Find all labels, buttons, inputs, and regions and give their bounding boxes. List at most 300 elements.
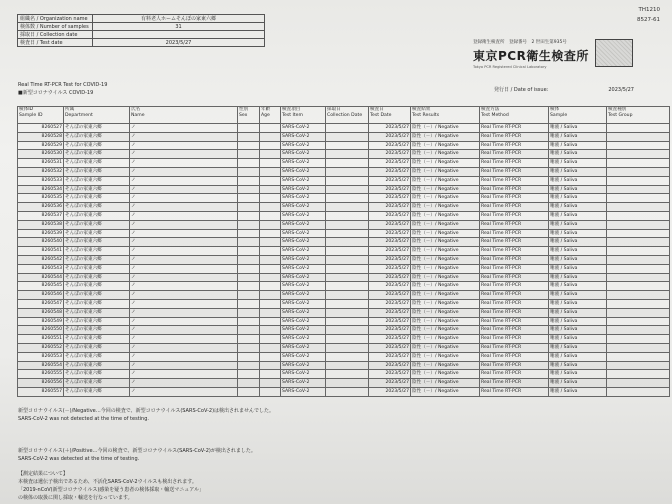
header-age: 年齢 Age <box>260 107 281 124</box>
cell-test-method: Real Time RT-PCR <box>480 308 549 317</box>
cell-department: そんぽの家東六郷 <box>64 124 130 133</box>
cell-department: そんぽの家東六郷 <box>64 159 130 168</box>
results-table <box>17 106 670 397</box>
cell-department: そんぽの家東六郷 <box>64 326 130 335</box>
cell-test-date: 2023/5/27 <box>369 167 411 176</box>
cell-sample-id: 8260544 <box>18 273 64 282</box>
cell-sex <box>238 211 260 220</box>
cell-sex <box>238 167 260 176</box>
cell-sample-id: 8260531 <box>18 159 64 168</box>
cell-age <box>260 141 281 150</box>
cell-collection-date <box>326 299 369 308</box>
cell-test-date: 2023/5/27 <box>369 203 411 212</box>
cell-test-method: Real Time RT-PCR <box>480 335 549 344</box>
cell-sample-id: 8260537 <box>18 211 64 220</box>
cell-test-date: 2023/5/27 <box>369 379 411 388</box>
cell-test-group <box>607 167 670 176</box>
cell-sample: 唾液 / Saliva <box>549 370 607 379</box>
cell-test-group <box>607 291 670 300</box>
cell-sex <box>238 361 260 370</box>
header-collection-date: 採取日 Collection Date <box>326 107 369 124</box>
cell-test-group <box>607 308 670 317</box>
cell-sample: 唾液 / Saliva <box>549 379 607 388</box>
value-samples: 31 <box>93 23 265 31</box>
cell-name: ノ <box>130 255 238 264</box>
cell-collection-date <box>326 387 369 396</box>
cell-sex <box>238 141 260 150</box>
cell-sample: 唾液 / Saliva <box>549 335 607 344</box>
doc-code: TH1210 <box>638 7 660 13</box>
cell-test-item: SARS-CoV-2 <box>281 255 326 264</box>
cell-collection-date <box>326 370 369 379</box>
cell-test-date: 2023/5/27 <box>369 299 411 308</box>
cell-name: ノ <box>130 203 238 212</box>
cell-sample-id: 8260534 <box>18 185 64 194</box>
cell-sample: 唾液 / Saliva <box>549 211 607 220</box>
note-positive-jp: 新型コロナウイルス(＋)/Positive…今回の検査で、新型コロナウイルス(SARS-CoV-2)が検出されました。 <box>18 448 256 454</box>
table-row <box>18 326 670 335</box>
cell-age <box>260 335 281 344</box>
cell-sex <box>238 238 260 247</box>
test-title-en: Real Time RT-PCR Test for COVID-19 <box>18 82 108 88</box>
table-row <box>18 255 670 264</box>
table-row <box>18 238 670 247</box>
cell-sex <box>238 220 260 229</box>
cell-test-group <box>607 255 670 264</box>
cell-test-result: 陰性（－）/ Negative <box>411 220 480 229</box>
cell-age <box>260 317 281 326</box>
cell-sex <box>238 150 260 159</box>
cell-test-group <box>607 185 670 194</box>
cell-test-method: Real Time RT-PCR <box>480 150 549 159</box>
cell-sample-id: 8260541 <box>18 247 64 256</box>
cell-collection-date <box>326 167 369 176</box>
table-row <box>18 176 670 185</box>
cell-test-result: 陰性（－）/ Negative <box>411 299 480 308</box>
cell-test-date: 2023/5/27 <box>369 291 411 300</box>
cell-sample-id: 8260540 <box>18 238 64 247</box>
note-method-heading: 【測定結果について】 <box>18 471 68 477</box>
cell-department: そんぽの家東六郷 <box>64 282 130 291</box>
cell-test-item: SARS-CoV-2 <box>281 326 326 335</box>
table-row <box>18 317 670 326</box>
cell-sample: 唾液 / Saliva <box>549 255 607 264</box>
cell-test-group <box>607 141 670 150</box>
cell-test-item: SARS-CoV-2 <box>281 211 326 220</box>
cell-sample: 唾液 / Saliva <box>549 299 607 308</box>
lab-subtitle: Tokyo PCR Registered Clinical Laboratory <box>473 65 547 69</box>
cell-department: そんぽの家東六郷 <box>64 167 130 176</box>
cell-age <box>260 132 281 141</box>
cell-test-result: 陰性（－）/ Negative <box>411 238 480 247</box>
cell-test-result: 陰性（－）/ Negative <box>411 132 480 141</box>
cell-sample-id: 8260528 <box>18 132 64 141</box>
cell-test-item: SARS-CoV-2 <box>281 387 326 396</box>
cell-name: ノ <box>130 220 238 229</box>
cell-age <box>260 273 281 282</box>
cell-age <box>260 282 281 291</box>
value-organization: 有料老人ホームそんぽの家東六郷 <box>93 15 265 23</box>
cell-sex <box>238 124 260 133</box>
cell-collection-date <box>326 211 369 220</box>
cell-test-method: Real Time RT-PCR <box>480 211 549 220</box>
cell-test-group <box>607 220 670 229</box>
cell-test-date: 2023/5/27 <box>369 370 411 379</box>
table-row <box>18 361 670 370</box>
table-row <box>18 167 670 176</box>
cell-age <box>260 124 281 133</box>
cell-test-method: Real Time RT-PCR <box>480 124 549 133</box>
cell-sex <box>238 379 260 388</box>
table-row <box>18 141 670 150</box>
cell-collection-date <box>326 343 369 352</box>
cell-name: ノ <box>130 352 238 361</box>
cell-test-group <box>607 370 670 379</box>
cell-sex <box>238 370 260 379</box>
cell-sample: 唾液 / Saliva <box>549 343 607 352</box>
cell-test-date: 2023/5/27 <box>369 282 411 291</box>
cell-department: そんぽの家東六郷 <box>64 308 130 317</box>
cell-test-result: 陰性（－）/ Negative <box>411 211 480 220</box>
cell-department: そんぽの家東六郷 <box>64 203 130 212</box>
value-collection-date <box>93 31 265 39</box>
cell-test-item: SARS-CoV-2 <box>281 176 326 185</box>
cell-test-result: 陰性（－）/ Negative <box>411 273 480 282</box>
cell-sex <box>238 229 260 238</box>
cell-test-date: 2023/5/27 <box>369 255 411 264</box>
cell-test-item: SARS-CoV-2 <box>281 194 326 203</box>
header-sex: 性別 Sex <box>238 107 260 124</box>
cell-sample-id: 8260538 <box>18 220 64 229</box>
cell-test-result: 陰性（－）/ Negative <box>411 343 480 352</box>
cell-sample-id: 8260527 <box>18 124 64 133</box>
cell-test-result: 陰性（－）/ Negative <box>411 370 480 379</box>
cell-test-result: 陰性（－）/ Negative <box>411 229 480 238</box>
cell-test-method: Real Time RT-PCR <box>480 229 549 238</box>
cell-test-item: SARS-CoV-2 <box>281 291 326 300</box>
table-row <box>18 203 670 212</box>
cell-test-group <box>607 379 670 388</box>
label-test-date: 検査日 / Test date <box>18 39 93 47</box>
cell-sample: 唾液 / Saliva <box>549 247 607 256</box>
cell-test-date: 2023/5/27 <box>369 194 411 203</box>
cell-test-date: 2023/5/27 <box>369 352 411 361</box>
results-header-row <box>18 107 670 124</box>
cell-age <box>260 361 281 370</box>
cell-test-date: 2023/5/27 <box>369 141 411 150</box>
cell-test-item: SARS-CoV-2 <box>281 124 326 133</box>
cell-test-result: 陰性（－）/ Negative <box>411 317 480 326</box>
cell-collection-date <box>326 229 369 238</box>
cell-test-group <box>607 282 670 291</box>
cell-age <box>260 211 281 220</box>
cell-test-method: Real Time RT-PCR <box>480 343 549 352</box>
cell-test-group <box>607 229 670 238</box>
cell-name: ノ <box>130 141 238 150</box>
header-test-date: 検査日 Test Date <box>369 107 411 124</box>
cell-age <box>260 352 281 361</box>
header-name: 氏名 Name <box>130 107 238 124</box>
cell-test-group <box>607 335 670 344</box>
cell-sex <box>238 185 260 194</box>
cell-sample-id: 8260548 <box>18 308 64 317</box>
cell-test-item: SARS-CoV-2 <box>281 282 326 291</box>
table-row <box>18 229 670 238</box>
cell-test-item: SARS-CoV-2 <box>281 370 326 379</box>
cell-collection-date <box>326 176 369 185</box>
cell-test-item: SARS-CoV-2 <box>281 352 326 361</box>
cell-age <box>260 264 281 273</box>
cell-age <box>260 238 281 247</box>
cell-sex <box>238 335 260 344</box>
cell-test-date: 2023/5/27 <box>369 220 411 229</box>
cell-collection-date <box>326 150 369 159</box>
cell-test-item: SARS-CoV-2 <box>281 185 326 194</box>
cell-sex <box>238 326 260 335</box>
cell-age <box>260 387 281 396</box>
value-test-date: 2023/5/27 <box>93 39 265 47</box>
cell-sample-id: 8260553 <box>18 352 64 361</box>
header-department: 所属 Department <box>64 107 130 124</box>
cell-sample: 唾液 / Saliva <box>549 185 607 194</box>
header-test-group: 検査種別 Test Group <box>607 107 670 124</box>
cell-department: そんぽの家東六郷 <box>64 317 130 326</box>
cell-collection-date <box>326 352 369 361</box>
cell-sex <box>238 132 260 141</box>
cell-name: ノ <box>130 343 238 352</box>
cell-test-method: Real Time RT-PCR <box>480 299 549 308</box>
cell-test-group <box>607 387 670 396</box>
cell-test-method: Real Time RT-PCR <box>480 194 549 203</box>
cell-test-group <box>607 247 670 256</box>
cell-department: そんぽの家東六郷 <box>64 229 130 238</box>
cell-sample-id: 8260549 <box>18 317 64 326</box>
cell-department: そんぽの家東六郷 <box>64 299 130 308</box>
cell-test-date: 2023/5/27 <box>369 317 411 326</box>
lab-seal-stamp <box>595 39 633 67</box>
cell-name: ノ <box>130 238 238 247</box>
cell-test-result: 陰性（－）/ Negative <box>411 159 480 168</box>
cell-sex <box>238 273 260 282</box>
cell-test-date: 2023/5/27 <box>369 238 411 247</box>
cell-test-date: 2023/5/27 <box>369 247 411 256</box>
cell-age <box>260 299 281 308</box>
cell-test-group <box>607 211 670 220</box>
cell-sample: 唾液 / Saliva <box>549 150 607 159</box>
cell-test-group <box>607 326 670 335</box>
cell-sample-id: 8260543 <box>18 264 64 273</box>
cell-test-date: 2023/5/27 <box>369 185 411 194</box>
cell-test-method: Real Time RT-PCR <box>480 291 549 300</box>
cell-age <box>260 176 281 185</box>
cell-name: ノ <box>130 264 238 273</box>
cell-sample: 唾液 / Saliva <box>549 387 607 396</box>
cell-sample-id: 8260556 <box>18 379 64 388</box>
label-collection-date: 採取日 / Collection date <box>18 31 93 39</box>
cell-test-method: Real Time RT-PCR <box>480 282 549 291</box>
cell-department: そんぽの家東六郷 <box>64 247 130 256</box>
cell-department: そんぽの家東六郷 <box>64 291 130 300</box>
cell-test-item: SARS-CoV-2 <box>281 379 326 388</box>
cell-sample-id: 8260533 <box>18 176 64 185</box>
cell-test-result: 陰性（－）/ Negative <box>411 247 480 256</box>
table-row <box>18 211 670 220</box>
cell-age <box>260 247 281 256</box>
cell-sample-id: 8260536 <box>18 203 64 212</box>
cell-name: ノ <box>130 159 238 168</box>
cell-test-result: 陰性（－）/ Negative <box>411 264 480 273</box>
cell-sample: 唾液 / Saliva <box>549 141 607 150</box>
cell-test-result: 陰性（－）/ Negative <box>411 352 480 361</box>
cell-age <box>260 220 281 229</box>
cell-collection-date <box>326 124 369 133</box>
cell-name: ノ <box>130 291 238 300</box>
cell-test-group <box>607 132 670 141</box>
cell-test-group <box>607 317 670 326</box>
cell-test-group <box>607 264 670 273</box>
cell-test-method: Real Time RT-PCR <box>480 387 549 396</box>
cell-sample: 唾液 / Saliva <box>549 229 607 238</box>
cell-department: そんぽの家東六郷 <box>64 141 130 150</box>
cell-sample-id: 8260555 <box>18 370 64 379</box>
cell-test-group <box>607 203 670 212</box>
table-row <box>18 291 670 300</box>
cell-department: そんぽの家東六郷 <box>64 176 130 185</box>
cell-age <box>260 255 281 264</box>
header-test-item: 検査項目 Test Item <box>281 107 326 124</box>
cell-test-method: Real Time RT-PCR <box>480 203 549 212</box>
cell-test-result: 陰性（－）/ Negative <box>411 141 480 150</box>
cell-age <box>260 291 281 300</box>
cell-department: そんぽの家東六郷 <box>64 379 130 388</box>
cell-collection-date <box>326 273 369 282</box>
cell-test-method: Real Time RT-PCR <box>480 132 549 141</box>
cell-collection-date <box>326 335 369 344</box>
cell-department: そんぽの家東六郷 <box>64 220 130 229</box>
cell-department: そんぽの家東六郷 <box>64 361 130 370</box>
cell-test-method: Real Time RT-PCR <box>480 159 549 168</box>
cell-test-method: Real Time RT-PCR <box>480 264 549 273</box>
cell-department: そんぽの家東六郷 <box>64 132 130 141</box>
cell-name: ノ <box>130 150 238 159</box>
table-row <box>18 132 670 141</box>
cell-test-group <box>607 176 670 185</box>
table-row <box>18 335 670 344</box>
cell-sample: 唾液 / Saliva <box>549 264 607 273</box>
header-sample: 検体 Sample <box>549 107 607 124</box>
note-method-line2: 「2019-nCoV(新型コロナウイルス)感染を疑う患者の検体採取・輸送マニュアル」 <box>18 487 205 493</box>
table-row <box>18 282 670 291</box>
cell-test-method: Real Time RT-PCR <box>480 247 549 256</box>
results-body <box>18 124 670 397</box>
cell-name: ノ <box>130 308 238 317</box>
doc-code-2: 8527-61 <box>637 17 660 23</box>
cell-sex <box>238 159 260 168</box>
cell-department: そんぽの家東六郷 <box>64 194 130 203</box>
cell-sample: 唾液 / Saliva <box>549 220 607 229</box>
cell-test-item: SARS-CoV-2 <box>281 273 326 282</box>
issue-date-value: 2023/5/27 <box>608 87 634 93</box>
cell-collection-date <box>326 220 369 229</box>
cell-sex <box>238 194 260 203</box>
cell-test-method: Real Time RT-PCR <box>480 361 549 370</box>
table-row <box>18 387 670 396</box>
cell-test-date: 2023/5/27 <box>369 343 411 352</box>
cell-test-date: 2023/5/27 <box>369 273 411 282</box>
cell-collection-date <box>326 194 369 203</box>
cell-test-method: Real Time RT-PCR <box>480 370 549 379</box>
cell-sample-id: 8260547 <box>18 299 64 308</box>
cell-collection-date <box>326 238 369 247</box>
cell-sex <box>238 255 260 264</box>
cell-test-item: SARS-CoV-2 <box>281 229 326 238</box>
cell-test-group <box>607 238 670 247</box>
cell-name: ノ <box>130 273 238 282</box>
cell-test-result: 陰性（－）/ Negative <box>411 194 480 203</box>
cell-test-group <box>607 159 670 168</box>
cell-department: そんぽの家東六郷 <box>64 370 130 379</box>
cell-test-date: 2023/5/27 <box>369 229 411 238</box>
cell-test-item: SARS-CoV-2 <box>281 220 326 229</box>
cell-department: そんぽの家東六郷 <box>64 343 130 352</box>
cell-age <box>260 185 281 194</box>
cell-age <box>260 343 281 352</box>
cell-test-date: 2023/5/27 <box>369 132 411 141</box>
cell-sex <box>238 387 260 396</box>
cell-test-item: SARS-CoV-2 <box>281 238 326 247</box>
cell-sex <box>238 343 260 352</box>
cell-sample: 唾液 / Saliva <box>549 273 607 282</box>
cell-name: ノ <box>130 317 238 326</box>
cell-test-method: Real Time RT-PCR <box>480 176 549 185</box>
cell-name: ノ <box>130 387 238 396</box>
cell-test-method: Real Time RT-PCR <box>480 255 549 264</box>
cell-sample-id: 8260552 <box>18 343 64 352</box>
cell-test-date: 2023/5/27 <box>369 387 411 396</box>
cell-test-date: 2023/5/27 <box>369 264 411 273</box>
cell-test-date: 2023/5/27 <box>369 211 411 220</box>
cell-collection-date <box>326 317 369 326</box>
cell-sex <box>238 247 260 256</box>
cell-test-date: 2023/5/27 <box>369 159 411 168</box>
cell-test-group <box>607 150 670 159</box>
cell-age <box>260 326 281 335</box>
cell-test-result: 陰性（－）/ Negative <box>411 361 480 370</box>
cell-age <box>260 229 281 238</box>
header-test-method: 検査方法 Test Method <box>480 107 549 124</box>
cell-test-group <box>607 343 670 352</box>
cell-test-result: 陰性（－）/ Negative <box>411 124 480 133</box>
cell-collection-date <box>326 255 369 264</box>
header-test-results: 検査結果 Test Results <box>411 107 480 124</box>
summary-table <box>17 14 265 47</box>
cell-department: そんぽの家東六郷 <box>64 352 130 361</box>
cell-age <box>260 379 281 388</box>
cell-test-result: 陰性（－）/ Negative <box>411 282 480 291</box>
cell-collection-date <box>326 361 369 370</box>
cell-name: ノ <box>130 185 238 194</box>
cell-age <box>260 150 281 159</box>
cell-test-date: 2023/5/27 <box>369 150 411 159</box>
cell-sex <box>238 352 260 361</box>
cell-collection-date <box>326 247 369 256</box>
issue-date <box>494 86 634 93</box>
table-row <box>18 159 670 168</box>
test-title-jp: ■新型コロナウイルス COVID-19 <box>18 90 94 96</box>
cell-test-method: Real Time RT-PCR <box>480 167 549 176</box>
table-row <box>18 370 670 379</box>
cell-test-group <box>607 299 670 308</box>
